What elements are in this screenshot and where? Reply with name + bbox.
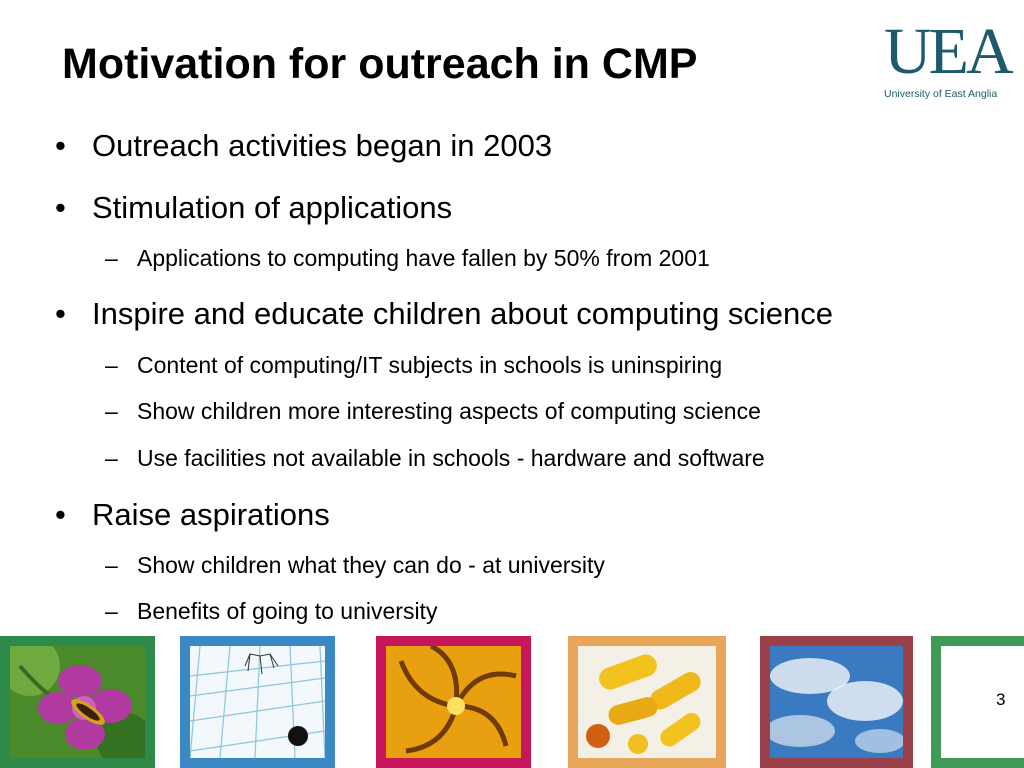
bullet-text: Outreach activities began in 2003 — [92, 128, 553, 163]
bullet-glyph: • — [55, 296, 66, 331]
uea-logo — [884, 15, 1016, 102]
bullet-glyph: • — [55, 497, 66, 532]
bullet-text: Inspire and educate children about computing science — [92, 296, 834, 331]
clouds-image — [760, 636, 913, 768]
uea-logo-mark: UEA — [884, 15, 1011, 88]
sub-bullet-glyph: – — [105, 445, 118, 471]
blank-frame-image — [931, 636, 1024, 768]
sub-bullet-text: Applications to computing have fallen by 50% from 2001 — [137, 245, 710, 271]
sub-bullet-text: Content of computing/IT subjects in schools is uninspiring — [137, 352, 723, 378]
slide-title: Motivation for outreach in CMP — [62, 40, 698, 88]
sub-bullet-glyph: – — [105, 598, 118, 624]
sub-bullet-text: Show children what they can do - at university — [137, 552, 605, 578]
page-number: 3 — [996, 690, 1006, 709]
sub-bullet-text: Benefits of going to university — [137, 598, 438, 624]
uea-logo-name: University of East Anglia — [884, 88, 998, 100]
sub-bullet-text: Use facilities not available in schools - hardware and software — [137, 445, 765, 471]
sub-bullet-glyph: – — [105, 398, 118, 424]
bullet-glyph: • — [55, 128, 66, 163]
sub-bullet-text: Show children more interesting aspects of computing science — [137, 398, 761, 424]
spiral-fractal-image — [376, 636, 531, 768]
grid-wireframe-image — [180, 636, 335, 768]
bullet-text: Stimulation of applications — [92, 190, 453, 225]
bullet-text: Raise aspirations — [92, 497, 330, 532]
sub-bullet-glyph: – — [105, 245, 118, 271]
pills-image — [568, 636, 726, 768]
sub-bullet-glyph: – — [105, 552, 118, 578]
bullet-glyph: • — [55, 190, 66, 225]
image-strip — [0, 636, 1024, 768]
flower-bee-image — [0, 636, 155, 768]
sub-bullet-glyph: – — [105, 352, 118, 378]
